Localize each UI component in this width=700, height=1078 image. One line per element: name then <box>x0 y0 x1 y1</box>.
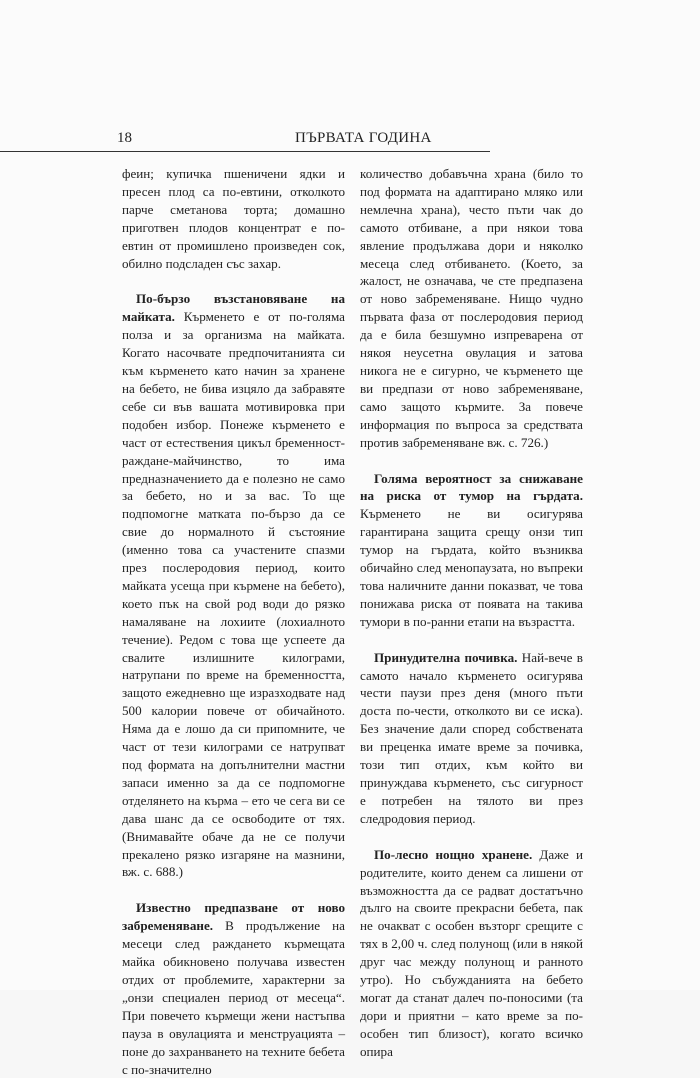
section-text: Най-вече в самото начало кърменето осигурява чести паузи през деня (много пъти доста по-чести, отколкото ви се иска). Без значение дали според собствената ви преценка имате време за почивка, този тип отдих, към който ви принуждава кърменето, със сигурност е потребен на тялото ви през следродовия период. <box>360 649 583 826</box>
section-paragraph <box>360 846 583 1061</box>
running-title: ПЪРВАТА ГОДИНА <box>295 130 432 146</box>
header-rule <box>0 151 490 152</box>
right-column <box>360 165 583 1061</box>
paragraph: феин; купичка пшеничени ядки и пресен плод са по-евтини, отколкото парче сметанова торта; домашно приготвен плодов концентрат е по-евтин от промишлено произведен сок, обилно подсладен със захар. <box>122 166 345 271</box>
section-heading: Известно предпазване от ново забременяване. <box>122 900 345 934</box>
section-paragraph <box>122 290 345 881</box>
section-text: В продължение на месеци след раждането кърмещата майка обикновено получава известен отдих от проблемите, характерни за „онзи специален период от месеца“. При повечето кърмещи жени настъпва пауза в овулацията и менструацията – поне до захранването на техните бебета с по-значително <box>122 918 345 1077</box>
section-paragraph <box>360 649 583 828</box>
section-text: Кърменето е от по-голяма полза и за организма на майката. Когато насочвате предпочитанията си към кърменето като начин за хранене на бебето, не бива изцяло да забравяте себе си във вашата мотивировка при подобен избор. Понеже кърменето е част от естествения цикъл бременност-раждане-майчинство, то има предназначението да е полезно не само за бебето, но и за вас. То ще подпомогне матката по-бързо да се свие до нормалното й състояние (именно това са участените спазми през послеродовия период, които майката усеща при кърмене на бебето), което пък на свой род води до рязко намаляване на лохиите (лохиалното течение). Редом с това ще успеете да свалите излишните килограми, натрупани по време на бременността, защото ежедневно ще изразходвате над 500 калории повече от обичайното. Няма да е лошо да си припомните, че част от тези килограми се натрупват под формата на допълнителни мастни запаси именно за да се подпомогне отделянето на кърма – ето че сега ви се дава шанс да се освободите от тях. (Внимавайте обаче да не се получи прекалено рязко изгаряне на мазнини, вж. с. 688.) <box>122 309 345 880</box>
section-paragraph <box>360 470 583 631</box>
section-text: Даже и родителите, които денем са лишени от възможността да се радват достатъчно дълго на своите прекрасни бебета, пак не очакват с особен възторг срещите с тях в 2,00 ч. след полунощ (или в някой друг час между полунощ и ранното утро). Но събужданията на бебето могат да станат далеч по-поносими (та дори и приятни – като време за по-особен тип близост), когато всичко опира <box>360 846 583 1059</box>
left-column <box>122 165 345 1078</box>
paragraph: количество добавъчна храна (било то под формата на адаптирано мляко или немлечна храна), често пъти чак до самото отбиване, а при някои това явление продължава дори и няколко месеца след отбиването. (Което, за жалост, не означава, че сте предпазена от ново забременяване. Нищо чудно първата фаза от послеродовия период да е била безшумно изпреварена от някоя неусетна овулация и затова никога не е сигурно, че кърменето ще ви предпази от ново забременяване, само защото кърмите. За повече информация по въпроса за средствата против забременяване вж. с. 726.) <box>360 166 583 450</box>
page-header <box>117 124 607 150</box>
section-paragraph <box>122 899 345 1078</box>
section-heading: По-лесно нощно хранене. <box>374 846 533 862</box>
section-heading: По-бързо възстановяване на майката. <box>122 291 345 325</box>
section-text: Кърменето не ви осигурява гарантирана защита срещу онзи тип тумор на гърдата, който възниква обичайно след менопаузата, но въпреки това наличните данни показват, че това понижава риска от появата на такива тумори в по-ранни етапи на възрастта. <box>360 506 583 629</box>
section-heading: Голяма вероятност за снижаване на риска от тумор на гърдата. <box>360 470 583 504</box>
section-heading: Принудителна почивка. <box>374 649 518 665</box>
page-number: 18 <box>117 130 132 146</box>
